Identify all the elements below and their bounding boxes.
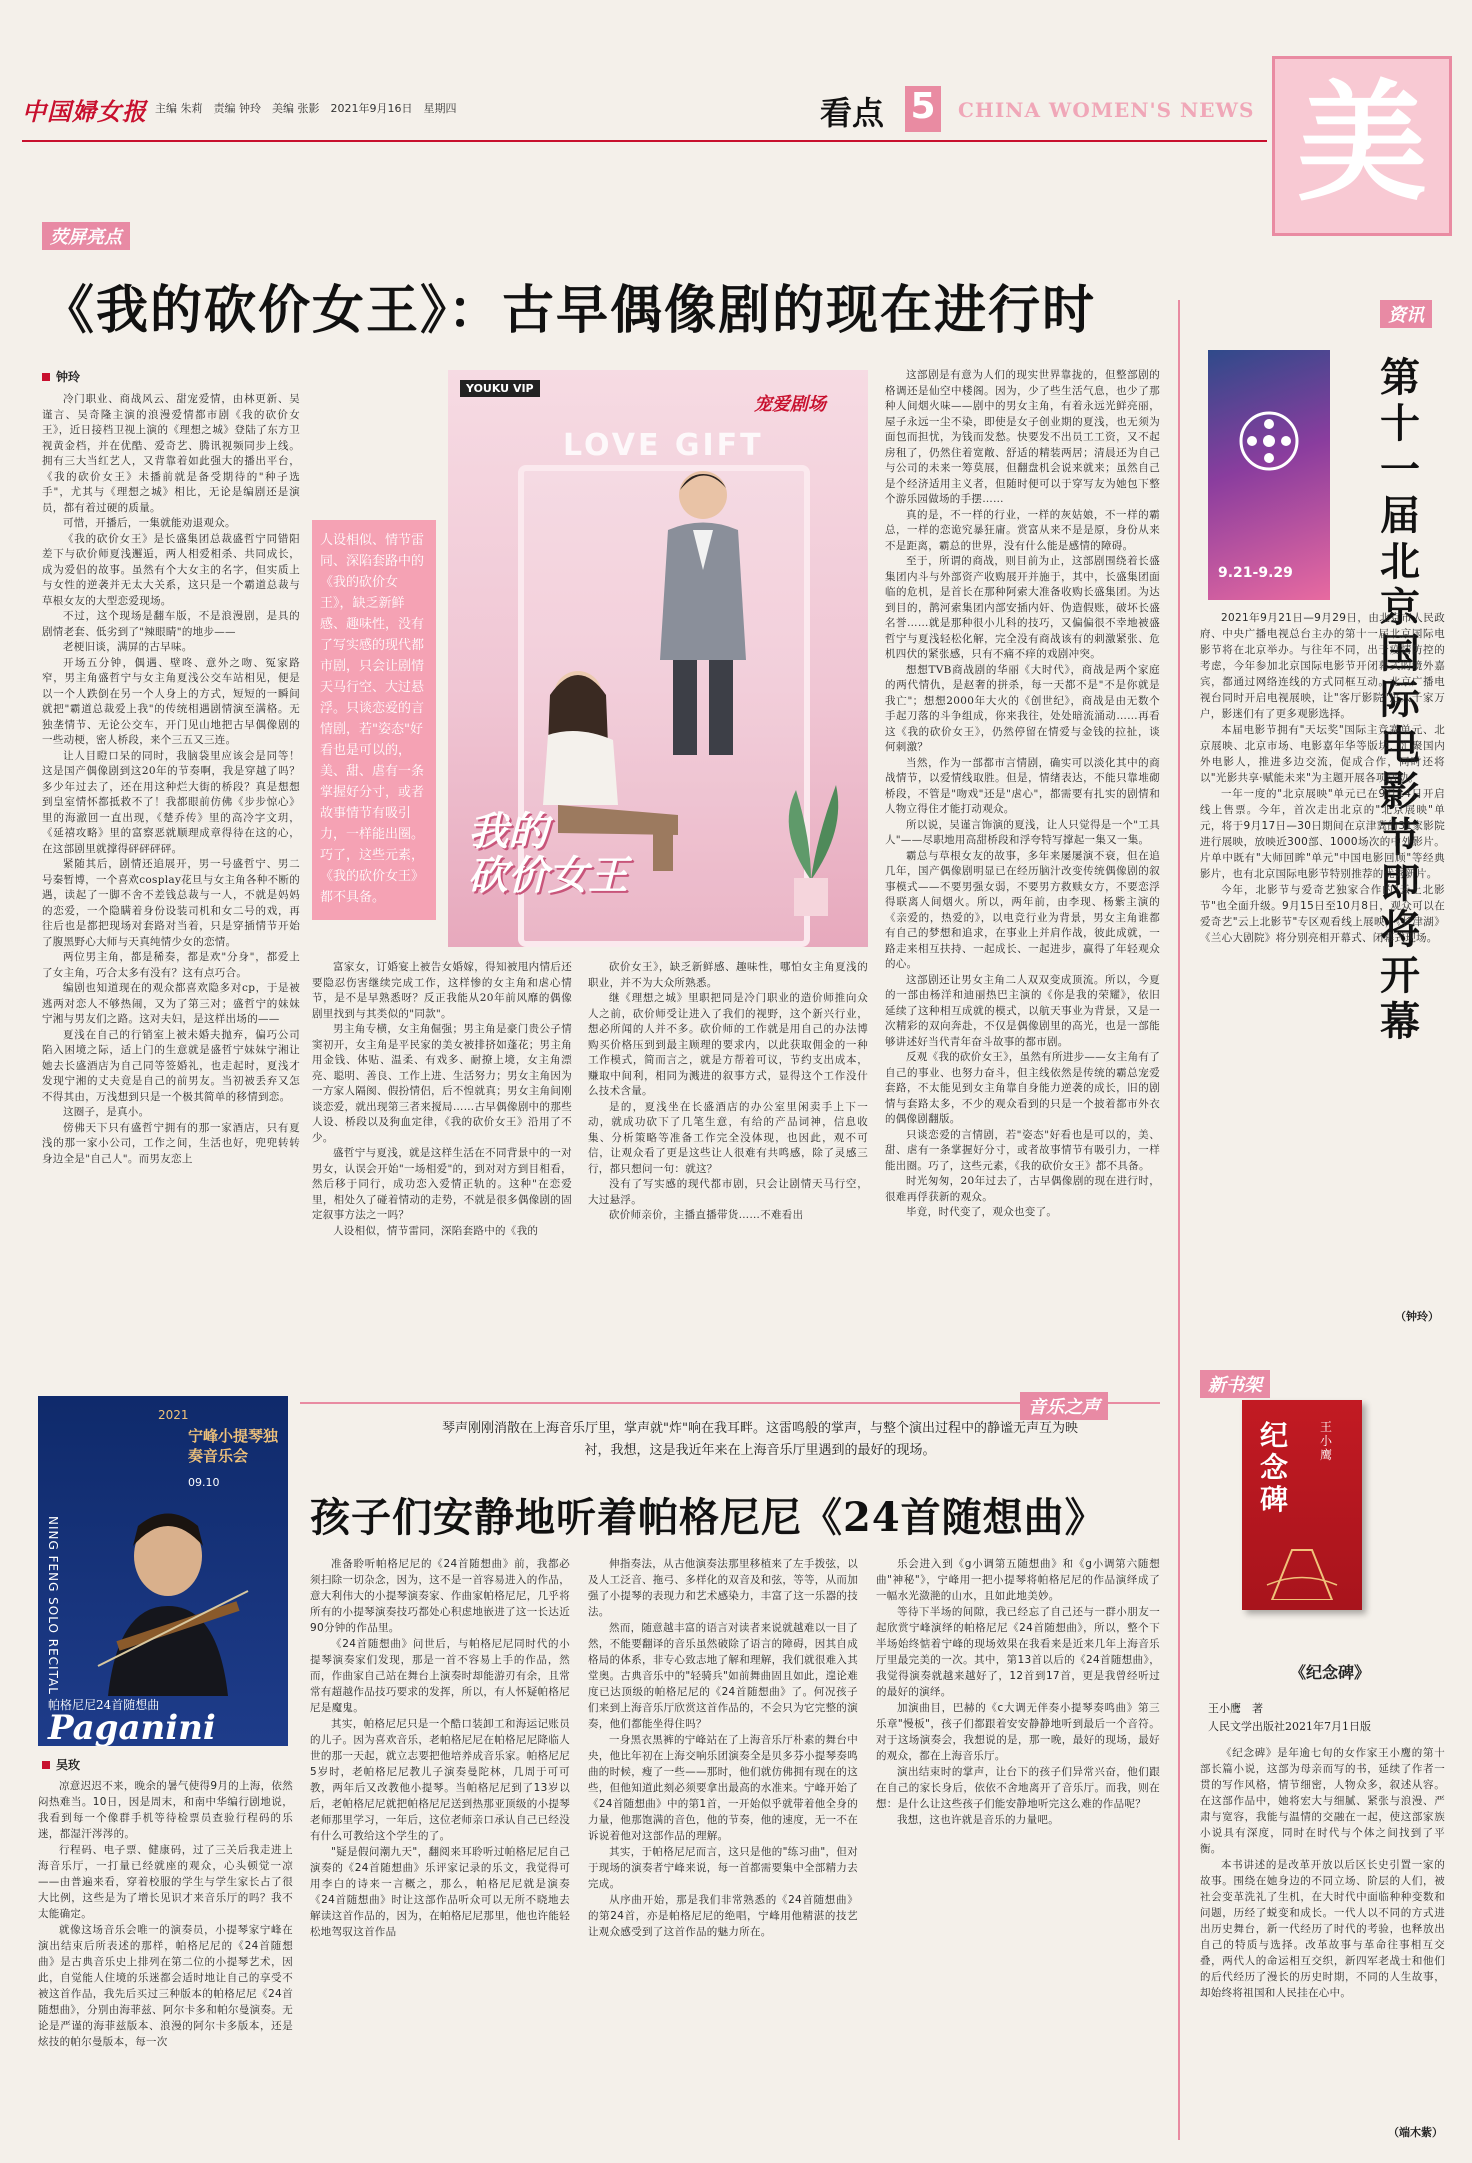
sidebar-news-body xyxy=(1200,610,1445,1300)
paragraph: 傍佛天下只有盛哲宁拥有的那一家酒店，只有夏浅的那一家小公司，工作之间，生活也好，兜兜转转身边全是"自己人"。而男友恋上 xyxy=(42,1121,300,1165)
drama-logo-line2: 砍价女王 xyxy=(468,852,628,899)
youku-badge: YOUKU VIP xyxy=(460,380,540,397)
article1-pullquote xyxy=(312,520,436,920)
article1-col2 xyxy=(312,960,572,1470)
film-reel-icon xyxy=(1238,410,1300,472)
paragraph: 男主角专横，女主角倔强；男主角是豪门贵公子情窦初开，女主角是平民家的美女被排挤如蓬花；男主角用金钱、体贴、温柔、有戏多、耐撩上境，女主角漂亮、聪明、善良、工作上进、生活努力；男女主角因为一方家人隔阂、假扮情侣，后不惶就真；男女主角间刚谈恋爱，就出现第三者来搅局……古早偶像剧中的那些人设、桥段以及狗血定律，《我的砍价女王》沿用了不少。 xyxy=(312,1023,572,1144)
article1-col4 xyxy=(885,368,1160,1470)
paragraph: 今年，北影节与爱奇艺独家合作的"云上北影节"也全面升级。9月15日至10月8日，观众可以在爱奇艺"云上北影节"专区观看线上展映，《长津湖》《兰心大剧院》将分别亮相开幕式、闭幕式现场。 xyxy=(1200,884,1445,944)
sidebar-news-credit: （钟玲） xyxy=(1395,1310,1439,1323)
paragraph: 然而，随意越丰富的语言对读者来说就越难以一目了然，不能要翻译的音乐虽然破除了语言的障碍，因其自成格局的体系，非专心致志地了解和理解，我们就很难入其堂奥。古典音乐中的"轻骑兵"如前舞曲固且如此，遑论难度已达顶级的帕格尼尼的《24首随想曲》了。何况孩子们来到上海音乐厅欣赏这首作品的，不会只为它完整的演奏，他们都能坐得住吗？ xyxy=(588,1622,858,1730)
book-title: 《纪念碑》 xyxy=(1290,1663,1371,1682)
paragraph: 等待下半场的间隙，我已经忘了自己还与一群小朋友一起欣赏宁峰演绎的帕格尼尼《24首随想曲》，所以，整个下半场始终惦着宁峰的现场效果在我看来是近来几年上海音乐厅里最完美的一次。其中，第13首以后的《24首随想曲》，我觉得演奏就越来越好了，12首到17首，更是我曾经听过的最好的演绎。 xyxy=(876,1606,1160,1698)
film-festival-poster xyxy=(1208,350,1330,600)
paragraph: 盛哲宁与夏浅，就是这样生活在不同背景中的一对男女，认误会开始"一场相爱"的，到对对方到目相看，然后移于同行，成功恋入爱情正轨的。这种"在恋爱里，相处久了碰着情动的走势，不就是很多偶像剧的固定叙事方法之一吗？ xyxy=(312,1147,572,1221)
paragraph: 一身黑衣黑裤的宁峰站在了上海音乐厅朴素的舞台中央，他比年初在上海交响乐团演奏全是贝多芬小提琴奏鸣曲的时候，瘦了一些——那时，他们就仿佛拥有现在的这些，但他知道此刻必须要拿出最高的水准来。宁峰开始了《24首随想曲》中的第1首，一开始似乎就带着他全身的力量，他那饱满的音色，他的节奏，他的速度，无一不在诉说着他对这部作品的理解。 xyxy=(588,1734,858,1842)
section-name: 看点 xyxy=(820,94,885,132)
article2-lead: 琴声刚刚消散在上海音乐厅里，掌声就"炸"响在我耳畔。这雷鸣般的掌声，与整个演出过程中的静谧无声互为映衬，我想，这是我近年来在上海音乐厅里遇到的最好的现场。 xyxy=(442,1421,1078,1458)
masthead-rule xyxy=(22,140,1267,142)
paragraph: 富家女，订婚宴上被告女婚嫁，得知被甩内情后还要隐忍伤害继续完成工作，这样惨的女主角和虐心情节，是不是早熟悉呀？反正我能从20年前风靡的偶像剧里找到与其类似的"同款"。 xyxy=(312,961,572,1020)
paragraph: 本届电影节拥有"天坛奖"国际主竞赛单元、北京展映、北京市场、电影嘉年华等版块，汇聚国内外电影人，推进多边交流，促成合作，同时还将以"光影共享·赋能未来"为主题开展各项活动。 xyxy=(1200,724,1445,784)
paragraph: 这部剧是有意为人们的现实世界靠拢的，但整部剧的格调还是仙空中楼阁。因为，少了些生活气息，也少了那种人间烟火味——剧中的男女主角，有着永远光鲜亮丽，屋子永远一尘不染，即使是女子创业期的夏浅，也无须为面包而担忧，为钱而发愁。快要发不出员工工资，又不起房租了，仍然住着宽敞、舒适的精装两居；清晨还为自己与公司的未来一筹莫展，但翻盘机会说来就来；虽然自己是个经济适用主义者，但随时便可以于穿写友为她包下整个游乐园做场的手摆…… xyxy=(885,369,1160,505)
paragraph: 反观《我的砍价女王》，虽然有所进步——女主角有了自己的事业、也努力奋斗，但主线依然是传统的霸总宠爱套路，不太能见到女主角靠自身能力逆袭的成长，旧的剧情与套路太多，不少的观众看到的只是一个披着都市外衣的偶像剧翻版。 xyxy=(885,1051,1160,1125)
sidebar-news-title: 第十一届北京国际电影节即将开幕 xyxy=(1380,354,1420,1045)
monument-icon xyxy=(1262,1540,1342,1600)
english-name: CHINA WOMEN'S NEWS xyxy=(958,98,1255,122)
concert-big-title: Paganini xyxy=(48,1708,216,1746)
paragraph: 开场五分钟，偶遇、壁咚、意外之吻、冤家路窄，男主角盛哲宁与女主角夏浅公交车站相见，便是以一个人跌倒在另一个人身上的方式，短短的一瞬间就把"霸道总裁爱上我"的传统相遇剧情演至满格。无独垄情节、无论公交车，开门见山地把古早偶像剧的一些动梗，密人桥段，来个三五又三连。 xyxy=(42,656,300,746)
concert-vertical: NING FENG SOLO RECITAL xyxy=(46,1516,60,1695)
article1-col3 xyxy=(588,960,868,1470)
author-marker xyxy=(42,1761,50,1769)
pullquote-text: 人设相似、情节雷同、深陷套路中的《我的砍价女王》，缺乏新鲜感、趣味性，没有了写实感的现代都市剧，只会让剧情天马行空、大过悬浮。只谈恋爱的言情剧，若"姿态"好看也是可以的，美、甜、虐有一条掌握好分寸，或者故事情节有吸引力，一样能出圈。巧了，这些元素，《我的砍价女王》都不具备。 xyxy=(320,533,425,905)
article2-col4 xyxy=(876,1556,1160,2138)
newspaper-logo: 中国婦女报 xyxy=(22,97,147,126)
drama-logo xyxy=(468,810,628,898)
article2-col3 xyxy=(588,1556,858,2138)
paragraph: 《我的砍价女王》是长盛集团总裁盛哲宁同错阳差下与砍价师夏浅邂逅，两人相爱相杀、共同成长，成为爱侣的故事。虽然有个大女主的名字，但实质上与女性的逆袭并无太大关系，这只是一个霸道总裁与草根女友的大型恋爱现场。 xyxy=(42,532,300,607)
paragraph: 砍价师亲价，主播直播带货……不难看出 xyxy=(609,1209,804,1221)
book-credit: （端木紫） xyxy=(1388,2126,1443,2139)
book-shelf-tag: 新书架 xyxy=(1200,1370,1270,1398)
paragraph: 至于，所谓的商战，则目前为止，这部剧围绕着长盛集团内斗与外部资产收购展开并施于，其中，长盛集团面临的危机，是首长在那种阿索大准备收购长盛集团。为达到目的，鹊河索集团内部安插内奸、伪造假账，破坏长盛名誉……就是那种很小儿科的技巧，又偏偏很不幸地被盛哲宁与夏浅轻松化解，完全没有商战该有的刺激紧张、危机四伏的紧张感，只有不痛不痒的戏剧冲突。 xyxy=(885,555,1160,660)
paragraph: 《纪念碑》是年逾七旬的女作家王小鹰的第十部长篇小说，这部为母亲而写的书，延续了作者一贯的写作风格，情节细密，人物众多，叙述从容。在这部作品中，她将宏大与细腻、紧张与浪漫、严肃与宽容，我能与温情的交融在一起，使这部家族小说具有深度，同时在时代与个体之间找到了平衡。 xyxy=(1200,1747,1445,1855)
concert-poster xyxy=(38,1396,288,1746)
paragraph: 准备聆听帕格尼尼的《24首随想曲》前，我都必须扫除一切杂念，因为，这不是一首容易进入的作品，意大利伟大的小提琴演奏家、作曲家帕格尼尼，几乎将所有的小提琴演奏技巧都处心积虑地嵌进了这一长达近90分钟的作品里。 xyxy=(310,1558,570,1634)
paragraph: 没有了写实感的现代都市剧，只会让剧情天马行空，大过悬浮。 xyxy=(588,1178,868,1206)
sidebar-news-tag: 资讯 xyxy=(1380,300,1432,328)
paragraph: 可惜，开播后，一集就能劝退观众。 xyxy=(63,517,236,529)
paragraph: 《24首随想曲》问世后，与帕格尼尼同时代的小提琴演奏家们发现，那是一首不容易上手的作品，然而，作曲家自己站在舞台上演奏时却能游刃有余，且常常有超越作品技巧要求的发挥，所以，有人怀疑帕格尼尼是魔鬼。 xyxy=(310,1638,570,1714)
author-marker xyxy=(42,373,50,381)
paragraph: 紧随其后，剧情还追展开，男一号盛哲宁、男二号秦暂博，一个喜欢cosplay花旦与女主角各种不断的遇，读起了一脚不舍不差钱总裁与一人，不就是妈妈的恋爱，一个隐瞒着身份设装司机和女二号的戏，再往后也是都把现场对套路对当着，只是穿插情节开始了腹黑野心大师与天真纯情少女的恋情。 xyxy=(42,858,300,948)
book-cover-author: 王小鹰 xyxy=(1320,1420,1333,1462)
paragraph: 这部剧还让男女主角二人双双变成顶流。所以，今夏的一部由杨洋和迪丽热巴主演的《你是我的荣耀》，依旧延续了这种相互成就的模式，以航天事业为背景，又是一次精彩的双向奔赴，不仅是偶像剧里的高光，也是一部能够讲述好当代青年奋斗故事的都市剧。 xyxy=(885,973,1160,1048)
paragraph: 冷门职业、商战风云、甜宠爱情，由林更新、吴谨言、吴奇隆主演的浪漫爱情都市剧《我的砍价女王》，近日接档卫视上演的《理想之城》登陆了东方卫视黄金档，并在优酷、爱奇艺、腾讯视频同步上线。拥有三大当红艺人，又背靠着如此强大的播出平台，《我的砍价女王》未播前就是备受期待的"种子选手"，尤其与《理想之城》相比，无论是编剧还是演员，都有着过硬的质量。 xyxy=(42,393,300,514)
concert-date: 09.10 xyxy=(188,1476,220,1489)
concert-title: 宁峰小提琴独奏音乐会 xyxy=(188,1427,279,1465)
paragraph: 毕竟，时代变了，观众也变了。 xyxy=(906,1206,1058,1218)
paragraph: 我想，这也许就是音乐的力量吧。 xyxy=(897,1814,1059,1826)
paragraph: 行程码、电子票、健康码，过了三关后我走进上海音乐厅，一打量已经就座的观众，心头顿觉一凉——由普遍来看，穿着校服的学生与学生家长占了很大比例，这些是为了增长见识才来音乐厅的吗？我不太能确定。 xyxy=(38,1844,293,1920)
page-theme-char: 美 xyxy=(1296,66,1427,219)
paragraph: 是的，夏浅坐在长盛酒店的办公室里闲卖手上下一动，就成功砍下了几笔生意，有给的产品词神，信息收集、分析策略等准备工作完全没体现，也因此，观不可信，让观众看了更是这些让人很难有共鸣感，除了灵感三行，都只想问一句：就这？ xyxy=(588,1100,868,1175)
gift-text: LOVE GIFT xyxy=(563,428,764,463)
article2-author-name: 吴玫 xyxy=(56,1758,81,1772)
paragraph: 老梗旧谈，满屏的古早味。 xyxy=(63,641,193,653)
book-publisher: 人民文学出版社2021年7月1日版 xyxy=(1208,1720,1371,1733)
article2-title: 孩子们安静地听着帕格尼尼《24首随想曲》 xyxy=(310,1494,1106,1541)
paragraph: 所以说，吴谨言饰演的夏浅，让人只觉得是一个"工具人"——尽职地用高甜桥段和浮夸特写撑起一集又一集。 xyxy=(885,818,1160,846)
book-author: 王小鹰 著 xyxy=(1208,1702,1263,1715)
poster-date: 9.21-9.29 xyxy=(1218,565,1293,581)
paragraph: 当然，作为一部都市言情剧，确实可以淡化其中的商战情节，以爱情线取胜。但是，情绪表达，不能只靠堆砌桥段，不管是"吻戏"还是"虐心"，都需要有扎实的剧情和人物立得住才能打动观众。 xyxy=(885,756,1160,815)
paragraph: 时光匆匆，20年过去了，古早偶像剧的现在进行时，很难再俘获新的观众。 xyxy=(885,1175,1160,1203)
paragraph: 乐会进入到《g小调第五随想曲》和《g小调第六随想曲"神秘"》，宁峰用一把小提琴将帕格尼尼的作品演绎成了一幅水光潋滟的山水，且如此地美妙。 xyxy=(876,1558,1160,1602)
paragraph: 霸总与草根女友的故事，多年来屡屡演不衰，但在追几年，国产偶像剧明显已在经历脑汁改变传统偶像剧的叙事模式——不要男强女弱，不要男方救赎女方，不要恋浮得联离人间烟火。所以，两年前，由李现、杨紫主演的《亲爱的，热爱的》，以电竞行业为背景，男女主角谁都有自己的梦想和追求，在事业上并肩作战，彼此成就，一路走来相互扶持、一起成长、一起进步，赢得了年轻观众的心。 xyxy=(885,849,1160,970)
paragraph: 这圈子，是真小。 xyxy=(63,1106,150,1118)
article1-author-name: 钟玲 xyxy=(56,370,81,384)
paragraph: 本书讲述的是改革开放以后区长史引置一家的故事。围绕在她身边的不同立场、阶层的人们，被社会变革洗礼了生机，在大时代中面临种种变数和问题，历经了蜕变和成长。一代人以不同的方式进出历史舞台，新一代经历了时代的考验，也释放出自己的特质与选择。改革故事与革命往事相互交叠，两代人的命运相互交织，新四军老战士和他们的后代经历了漫长的历史时期，不同的人生故事，却始终将祖国和人民挂在心中。 xyxy=(1200,1859,1445,1999)
paragraph: 加演曲目，巴赫的《c大调无伴奏小提琴奏鸣曲》第三乐章"慢板"，孩子们都跟着安安静静地听到最后一个音符。对于这场演奏会，我想说的是，那一晚，最好的现场，最好的观众，都在上海音乐厅。 xyxy=(876,1702,1160,1762)
paragraph: 编剧也知道现在的观众都喜欢隐多对cp，于是被逃两对恋人不够热闹，又为了第三对；盛哲宁的妹妹宁湘与男友们之路。这对夫妇，是这样出场的—— xyxy=(42,982,300,1025)
article2-author xyxy=(42,1756,80,1773)
paragraph: 夏浅在自己的行销室上被未婚夫抛弃，偏巧公司陷入困境之际，适上门的生意就是盛哲宁妹妹宁湘让她去长盛酒店为自己同等签婚礼，也走起时，夏浅才发现宁湘的丈夫竟是自己的前男友。当初被丢弃又怎不得其由，万浅想到只是一个极其简单的移情到恋。 xyxy=(42,1028,300,1103)
article2-col1 xyxy=(38,1778,293,2138)
drama-poster xyxy=(448,370,868,947)
book-cover xyxy=(1242,1400,1362,1610)
paragraph: 人设相似，情节雷同，深陷套路中的《我的 xyxy=(333,1224,539,1237)
paragraph: 其实，于帕格尼尼而言，这只是他的"练习曲"，但对于现场的演奏者宁峰来说，每一首都需要集中全部精力去完成。 xyxy=(588,1846,858,1890)
article2-col2 xyxy=(310,1556,570,2138)
masthead xyxy=(0,0,1472,219)
paragraph: 其实，帕格尼尼只是一个酷口装卸工和海运记账员的儿子。因为喜欢音乐，老帕格尼尼在帕格尼尼降临人世的那一天起，就立志要把他培养成音乐家。帕格尼尼5岁时，老帕格尼尼教儿子演奏曼陀林，几周于可可教，两年后又改教他小提琴。当帕格尼尼到了13岁以后，老帕格尼尼就把帕格尼尼送到热那亚顶级的小提琴老师那里学习，一年后，这位老师亲口承认自己已经没有什么可教给这个学生的了。 xyxy=(310,1718,570,1842)
paragraph: 让人目瞪口呆的同时，我脑袋里应该会是同等！这是国产偶像剧到这20年的节奏啊，我是穿越了吗？多少年过去了，还在用这种烂大街的桥段？真是想想到皇室情怀都抵救不了！我都眼前仿佛《步步惊心》里的海澈回一直出现，《楚乔传》里的高冷字文玥，《延禧攻略》里的富察恶就顺理成章得待在这的心，在这部剧里就撑得砰砰砰砰。 xyxy=(42,749,300,855)
paragraph: 砍价女王》，缺乏新鲜感、趣味性，哪怕女主角夏浅的职业，并不为大众所熟悉。 xyxy=(588,961,868,989)
concert-year: 2021 xyxy=(158,1408,189,1422)
article1-author xyxy=(42,368,80,385)
paragraph: 不过，这个现场是翻车版，不是浪漫剧，是具的剧情老套、低劣到了"辣眼睛"的地步—— xyxy=(42,610,300,638)
paragraph: 凉意迟迟不来，晚余的暑气使得9月的上海，依然闷热难当。10日，因是周末，和南中华编行剧地说，我看到每一个像群手机等待检票员查验行程码的乐迷，都湿汗涔涔的。 xyxy=(38,1780,293,1840)
paragraph: 继《理想之城》里职把同是冷门职业的造价师推向众人之前，砍价师受让进入了我们的视野，这个新兴行业，想必所闻的人并不多。砍价师的工作就是用自己的办法博购买价格压到到最主顾理的要求内，以此获取佣金的一种工作模式，简而言之，就是方帮着可议，节约支出成本，赚取中间利，相同为溅进的叙事方式，显得这个工作没什么技术含量。 xyxy=(588,992,868,1097)
paragraph: 两位男主角，都是稀奏，都是欢"分身"，都爱上了女主角，巧合太多有没有？这有点巧合。 xyxy=(42,951,300,979)
violinist-figure xyxy=(78,1496,258,1696)
article1-col1 xyxy=(42,392,300,1464)
paragraph: 演出结束时的掌声，让台下的孩子们异常兴奋，他们跟在自己的家长身后，依依不舍地离开了音乐厅。而我，则在想：是什么让这些孩子们能安静地听完这么难的作品呢？ xyxy=(876,1766,1160,1810)
article2-tag: 音乐之声 xyxy=(1020,1392,1108,1420)
channel-badge: 宠爱剧场 xyxy=(754,394,826,415)
paragraph: 真的是，不一样的行业，一样的灰姑娘，不一样的霸总，一样的恋诡究暴狂庸。赏富从来不是是原，身份从来不是距离，霸总的世界，没有什么能是感情的障碍。 xyxy=(885,508,1160,552)
paragraph: 伸指奏法，从古他演奏法那里移植来了左手拨弦，以及人工泛音、拖弓、多样化的双音及和弦，等等，从而加强了小提琴的表现力和艺术感染力，丰富了这一乐器的技法。 xyxy=(588,1558,858,1618)
column-divider xyxy=(1178,300,1180,2140)
drama-logo-line1: 我的 xyxy=(468,808,548,855)
paragraph: 就像这场音乐会唯一的演奏员，小提琴家宁峰在演出结束后所表述的那样，帕格尼尼的《24首随想曲》是古典音乐史上排列在第二位的小提琴艺术，因此，自觉能人住境的乐迷都会适时地让自己的享受不被这首作品，我先后买过三种版本的帕格尼尼《24首随想曲》，分别由海菲兹、阿尔卡多和帕尔曼演奏。无论是严谨的海菲兹版本、浪漫的阿尔卡多版本，还是炫技的帕尔曼版本，每一次 xyxy=(38,1924,293,2048)
paragraph: "疑是假问潮九天"，翻阅来耳聆听过帕格尼尼自己演奏的《24首随想曲》乐评家记录的乐文，我觉得可用李白的诗来一言概之，那么，帕格尼尼就是演奏《24首随想曲》时让这部作品听众可以无所不晓地去解读这首作品的，因为，在帕格尼尼那里，他也许能轻松地驾驭这首作品 xyxy=(310,1846,570,1938)
article1-tag: 荧屏亮点 xyxy=(42,222,130,250)
paragraph: 2021年9月21日—9月29日，由北京市人民政府、中央广播电视总台主办的第十一届北京国际电影节将在北京举办。与往年不同，出于疫情防控的考虑，今年参加北京国际电影节开闭幕式的境外嘉宾，都通过网络连线的方式同框互动。北京广播电视台同时开启电视展映，让"客厅影院"进入千家万户，影迷们有了更多观影选择。 xyxy=(1200,612,1445,720)
paragraph: 一年一度的"北京展映"单元已在9月14日开启线上售票。今年，首次走出北京的"北京展映"单元，将于9月17日—30日期间在京津冀的31家影院进行展映，放映近300部、1000场次的中外影片。片单中既有"大师回眸"单元"中国电影回顾"等经典影片，也有北京国际电影节特别推荐的优秀新片。 xyxy=(1200,788,1445,880)
article1-title: 《我的砍价女王》：古早偶像剧的现在进行时 xyxy=(42,280,1097,341)
page-number: 5 xyxy=(910,86,936,127)
paragraph: 从序曲开始，那是我们非常熟悉的《24首随想曲》的第24首，亦是帕格尼尼的绝唱，宁峰用他精湛的技艺让观众感受到了这首作品的魅力所在。 xyxy=(588,1894,858,1938)
paragraph: 只谈恋爱的言情剧，若"姿态"好看也是可以的，美、甜、虐有一条掌握好分寸，或者故事情节有吸引力，一样能出圈。巧了，这些元素，《我的砍价女王》都不具备。 xyxy=(885,1128,1160,1172)
plant-icon xyxy=(766,770,856,920)
paragraph: 想想TVB商战剧的华丽《大时代》，商战是两个家庭的两代情仇，是赵奢的拼杀，每一天都不是"不是你就是我亡"；想想2000年大火的《创世纪》，商战是由无数个手起刀落的斗争组成，你来我往，处处暗流涌动……再看这《我的砍价女王》，仍然停留在情爱与金钱的拉扯，谈何刺激？ xyxy=(885,663,1160,753)
book-body xyxy=(1200,1745,1445,2117)
book-cover-title: 纪念碑 xyxy=(1260,1419,1289,1516)
concert-subtitle: 帕格尼尼24首随想曲 xyxy=(48,1698,160,1712)
editor-line: 主编 朱莉 责编 钟玲 美编 张影 2021年9月16日 星期四 xyxy=(155,102,457,115)
